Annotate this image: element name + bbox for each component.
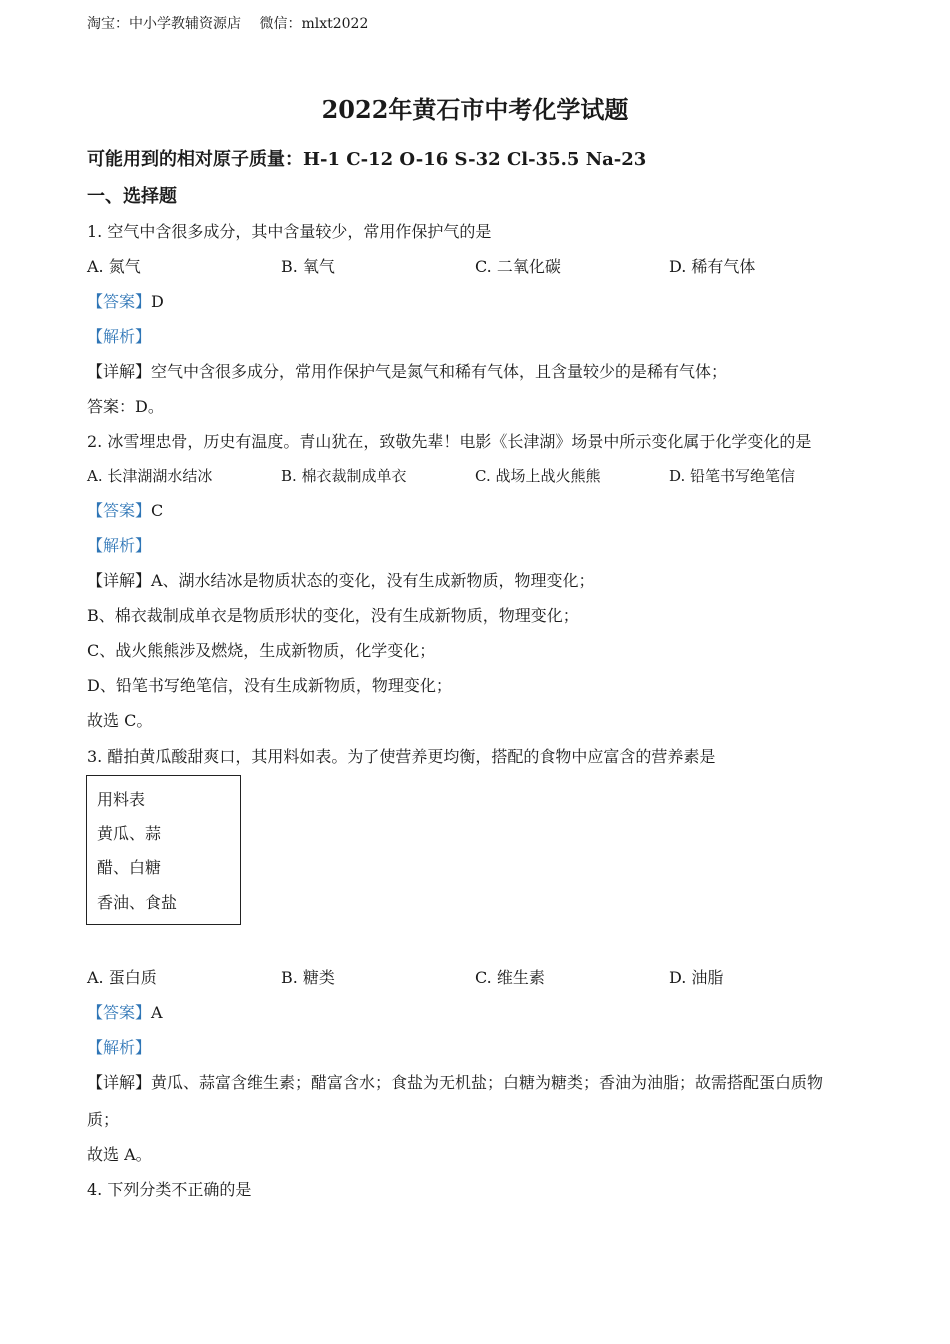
q3-detail-line: 【详解】黄瓜、蒜富含维生素；醋富含水；食盐为无机盐；白糖为糖类；香油为油脂；故需搭配蛋白质物: [87, 1073, 824, 1092]
answer-value: C: [151, 501, 164, 520]
q2-option-b: B. 棉衣裁制成单衣: [281, 467, 407, 485]
q1-option-d: D. 稀有气体: [669, 257, 756, 276]
q2-stem: 2. 冰雪埋忠骨，历史有温度。青山犹在，致敬先辈！电影《长津湖》场景中所示变化属于化学变化的是: [87, 432, 812, 451]
answer-value: D: [151, 292, 164, 311]
q3-option-b: B. 糖类: [281, 968, 335, 987]
ingredients-table: [86, 775, 241, 925]
q3-detail-line: 质；: [87, 1110, 120, 1129]
q2-detail-line: C、战火熊熊涉及燃烧，生成新物质，化学变化；: [87, 641, 436, 660]
q4-stem: 4. 下列分类不正确的是: [87, 1180, 252, 1199]
q1-stem: 1. 空气中含很多成分，其中含量较少，常用作保护气的是: [87, 222, 492, 241]
q3-option-a: A. 蛋白质: [87, 968, 157, 987]
q2-detail-line: D、铅笔书写绝笔信，没有生成新物质，物理变化；: [87, 676, 452, 695]
page-header: 淘宝：中小学教辅资源店 微信：mlxt2022: [87, 16, 369, 32]
answer-tag: 【答案】: [87, 292, 152, 311]
q3-option-c: C. 维生素: [475, 968, 545, 987]
q2-option-d: D. 铅笔书写绝笔信: [669, 467, 796, 485]
q2-option-c: C. 战场上战火熊熊: [475, 467, 601, 485]
q1-conclusion: 答案：D。: [87, 397, 164, 416]
answer-value: A: [151, 1003, 163, 1022]
answer-tag: 【答案】: [87, 501, 152, 520]
q1-answer: [87, 289, 164, 312]
q1-option-b: B. 氧气: [281, 257, 335, 276]
section-heading: 一、选择题: [87, 186, 177, 207]
q3-option-d: D. 油脂: [669, 968, 724, 987]
q3-stem: 3. 醋拍黄瓜酸甜爽口，其用料如表。为了使营养更均衡，搭配的食物中应富含的营养素是: [87, 747, 716, 766]
q1-analysis-tag: 【解析】: [87, 327, 152, 346]
q2-conclusion: 故选 C。: [87, 711, 153, 730]
table-row: 黄瓜、蒜: [97, 824, 162, 843]
q3-answer: [87, 1000, 163, 1023]
atomic-masses: 可能用到的相对原子质量：H-1 C-12 O-16 S-32 Cl-35.5 Na-23: [87, 149, 647, 170]
q2-detail-line: 【详解】A、湖水结冰是物质状态的变化，没有生成新物质，物理变化；: [87, 571, 595, 590]
q2-answer: [87, 498, 163, 521]
q1-detail: 【详解】空气中含很多成分，常用作保护气是氮气和稀有气体，且含量较少的是稀有气体；: [87, 362, 728, 381]
q2-option-a: A. 长津湖湖水结冰: [87, 467, 213, 485]
table-row: 醋、白糖: [97, 858, 162, 877]
q1-option-c: C. 二氧化碳: [475, 257, 561, 276]
q3-analysis-tag: 【解析】: [87, 1038, 152, 1057]
q2-analysis-tag: 【解析】: [87, 536, 152, 555]
page-title: 2022年黄石市中考化学试题: [321, 95, 629, 124]
table-header: 用料表: [97, 790, 146, 809]
q1-option-a: A. 氮气: [87, 257, 141, 276]
answer-tag: 【答案】: [87, 1003, 152, 1022]
q2-detail-line: B、棉衣裁制成单衣是物质形状的变化，没有生成新物质，物理变化；: [87, 606, 579, 625]
q3-conclusion: 故选 A。: [87, 1145, 152, 1164]
table-row: 香油、食盐: [97, 893, 178, 912]
